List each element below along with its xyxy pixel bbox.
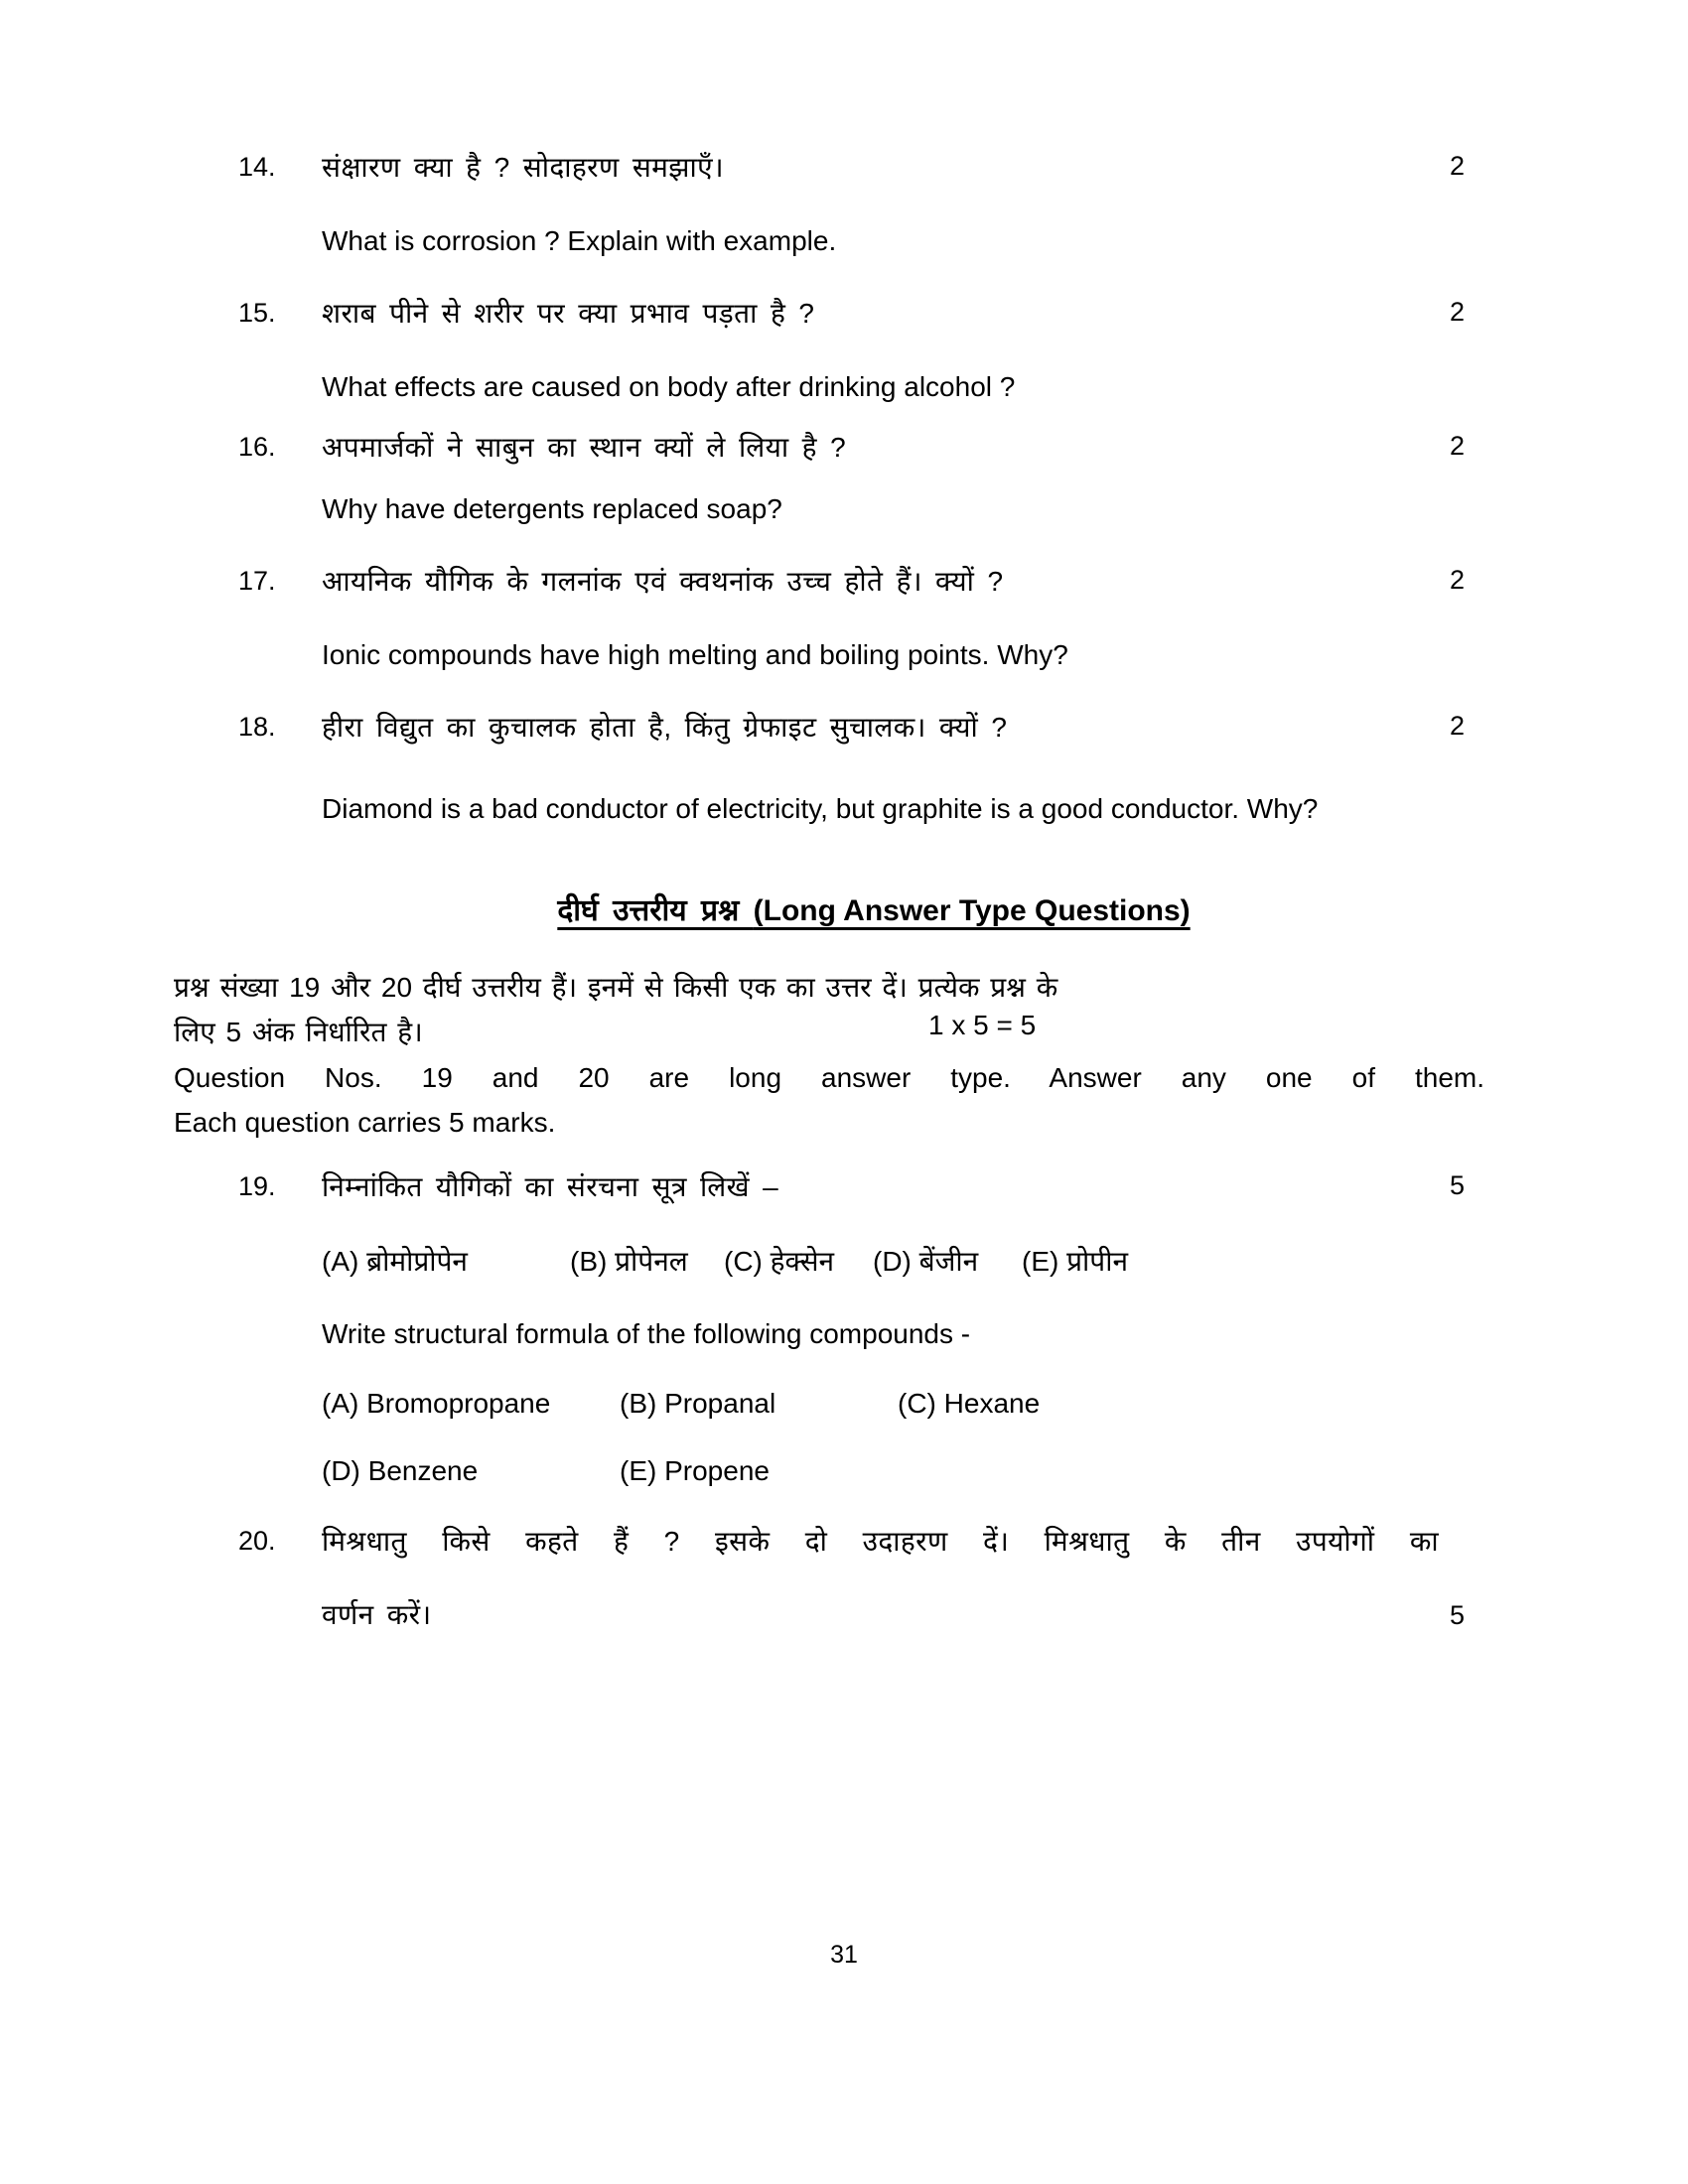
question-number: 20.: [238, 1526, 276, 1557]
question-item-16: [238, 429, 1509, 527]
question-text-hindi: अपमार्जकों ने साबुन का स्थान क्यों ले लिया है ?: [322, 432, 847, 464]
question-number: 19.: [238, 1171, 276, 1202]
question-body: [322, 563, 1509, 673]
question-body: [322, 1523, 1509, 1633]
question-item-14: [238, 149, 1509, 259]
question-body: [322, 295, 1509, 405]
spacer: [322, 601, 1420, 636]
option-e-hindi: (E) प्रोपीन: [1022, 1245, 1128, 1277]
question-text-hindi: शराब पीने से शरीर पर क्या प्रभाव पड़ता है ?: [322, 298, 815, 330]
option-a-hindi: (A) ब्रोमोप्रोपेन: [322, 1245, 468, 1277]
options-row-english-1: [322, 1388, 1420, 1420]
question-text-hindi: आयनिक यौगिक के गलनांक एवं क्वथनांक उच्च होते हैं। क्यों ?: [322, 566, 1004, 598]
question-text-hindi: संक्षारण क्या है ? सोदाहरण समझाएँ।: [322, 152, 725, 183]
instruction-english-line1: Question Nos. 19 and 20 are long answer type. Answer any one of them.: [174, 1061, 1484, 1093]
spacer: [238, 405, 1509, 429]
question-marks: 5: [1450, 1600, 1466, 1631]
question-body: [322, 1168, 1509, 1487]
spacer: [322, 187, 1420, 222]
question-number: 18.: [238, 712, 276, 743]
options-row-hindi: [322, 1242, 1420, 1280]
question-marks: 2: [1450, 151, 1466, 181]
instruction-hindi-line2-row: [174, 1010, 1484, 1054]
section-heading-english: (Long Answer Type Questions): [753, 893, 1191, 927]
question-body: [322, 429, 1509, 527]
option-c-english: (C) Hexane: [898, 1388, 1041, 1420]
section-heading: [238, 888, 1509, 929]
spacer: [238, 835, 1509, 888]
section-instructions: [174, 965, 1484, 1145]
question-text-hindi: निम्नांकित यौगिकों का संरचना सूत्र लिखें –: [322, 1171, 779, 1203]
option-b-hindi: (B) प्रोपेनल: [570, 1245, 688, 1277]
question-number: 17.: [238, 566, 276, 597]
option-b-english: (B) Propanal: [620, 1388, 776, 1420]
instruction-hindi-line1: प्रश्न संख्या 19 और 20 दीर्घ उत्तरीय हैं। इनमें से किसी एक का उत्तर दें। प्रत्येक प्रश्न के: [174, 971, 1058, 1003]
question-marks: 5: [1450, 1170, 1466, 1201]
question-text-hindi: हीरा विद्युत का कुचालक होता है, किंतु ग्रेफाइट सुचालक। क्यों ?: [322, 712, 1008, 744]
question-text-english: What is corrosion ? Explain with example.: [322, 224, 837, 256]
spacer: [238, 1487, 1509, 1523]
question-number: 14.: [238, 152, 276, 182]
spacer: [238, 929, 1509, 965]
option-e-english: (E) Propene: [620, 1455, 770, 1487]
spacer: [238, 673, 1509, 709]
options-row-english-2: [322, 1455, 1420, 1487]
option-c-hindi: (C) हेक्सेन: [724, 1245, 835, 1277]
question-number: 15.: [238, 298, 276, 329]
spacer: [238, 259, 1509, 295]
section-marks-formula: 1 x 5 = 5: [928, 1010, 1037, 1041]
spacer: [238, 1145, 1509, 1168]
spacer: [238, 527, 1509, 563]
question-text-hindi-line2: वर्णन करें।: [322, 1598, 432, 1630]
question-marks: 2: [1450, 297, 1466, 328]
spacer: [322, 467, 1420, 490]
question-text-english: Diamond is a bad conductor of electricity, but graphite is a good conductor. Why?: [322, 792, 1319, 824]
spacer: [322, 1420, 1420, 1455]
option-a-english: (A) Bromopropane: [322, 1388, 551, 1420]
question-marks: 2: [1450, 565, 1466, 596]
question-item-15: [238, 295, 1509, 405]
question-body: [322, 149, 1509, 259]
spacer: [322, 747, 1420, 782]
spacer: [322, 1561, 1509, 1596]
question-marks: 2: [1450, 431, 1466, 462]
question-text-english: Write structural formula of the following compounds -: [322, 1317, 971, 1349]
option-d-english: (D) Benzene: [322, 1455, 479, 1487]
question-marks: 2: [1450, 711, 1466, 742]
question-item-19: [238, 1168, 1509, 1487]
question-text-english: Ionic compounds have high melting and boiling points. Why?: [322, 638, 1068, 670]
page-number: 31: [830, 1941, 858, 1969]
question-item-20: [238, 1523, 1509, 1633]
spacer: [322, 1280, 1420, 1315]
section-heading-hindi: दीर्घ उत्तरीय प्रश्न: [557, 893, 754, 927]
question-item-18: [238, 709, 1509, 835]
question-text-hindi-line1: मिश्रधातु किसे कहते हैं ? इसके दो उदाहरण दें। मिश्रधातु के तीन उपयोगों का: [322, 1526, 1439, 1558]
question-item-17: [238, 563, 1509, 673]
spacer: [322, 1206, 1420, 1242]
spacer: [322, 1352, 1420, 1388]
page-content: [174, 149, 1509, 1633]
question-number: 16.: [238, 432, 276, 463]
instruction-hindi-line2: लिए 5 अंक निर्धारित है।: [174, 1017, 423, 1048]
question-text-english: Why have detergents replaced soap?: [322, 492, 782, 524]
option-d-hindi: (D) बेंजीन: [873, 1245, 979, 1277]
question-text-english: What effects are caused on body after drinking alcohol ?: [322, 370, 1016, 402]
instruction-english-line2: Each question carries 5 marks.: [174, 1106, 556, 1138]
spacer: [322, 333, 1420, 368]
question-body: [322, 709, 1509, 835]
